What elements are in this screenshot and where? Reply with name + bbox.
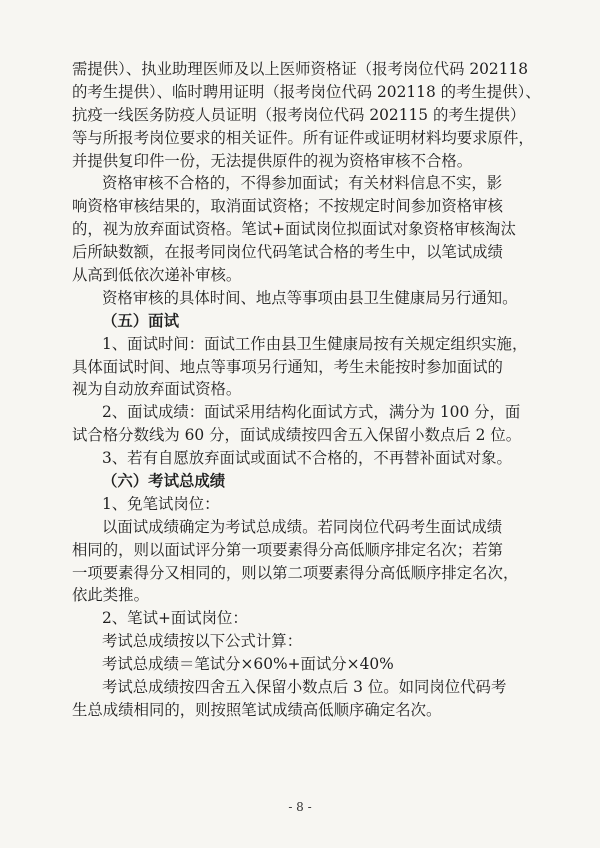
text-line: 等与所报考岗位要求的相关证件。所有证件或证明材料均要求原件， [72,128,534,147]
text-line: 视为自动放弃面试资格。 [72,380,242,399]
text-line: 的，视为放弃面试资格。笔试+面试岗位拟面试对象资格审核淘汰 [72,220,516,239]
text-line: 响资格审核结果的，取消面试资格；不按规定时间参加资格审核 [72,197,503,216]
text-line: 并提供复印件一份，无法提供原件的视为资格审核不合格。 [72,151,473,170]
text-line: 抗疫一线医务防疫人员证明（报考岗位代码 202115 的考生提供） [72,105,526,124]
text-line: 后所缺数额，在报考同岗位代码笔试合格的考生中，以笔试成绩 [72,243,503,262]
text-line: 2、笔试+面试岗位： [102,609,248,628]
text-line: 资格审核不合格的，不得参加面试；有关材料信息不实，影 [102,174,503,193]
text-line: 2、面试成绩：面试采用结构化面试方式，满分为 100 分，面 [102,403,521,422]
document-body [72,58,541,722]
text-line: 考试总成绩按以下公式计算： [102,632,303,651]
section-heading: （五）面试 [102,311,179,330]
text-line: 3、若有自愿放弃面试或面试不合格的，不再替补面试对象。 [102,449,512,468]
text-line: 1、面试时间：面试工作由县卫生健康局按有关规定组织实施， [102,334,528,353]
text-line: 从高到低依次递补审核。 [72,266,242,285]
text-line: 考试总成绩＝笔试分×60%+面试分×40% [102,655,394,674]
text-line: 以面试成绩确定为考试总成绩。若同岗位代码考生面试成绩 [102,517,503,536]
text-line: 1、免笔试岗位： [102,494,220,513]
text-line: 依此类推。 [72,586,149,605]
text-line: 考试总成绩按四舍五入保留小数点后 3 位。如同岗位代码考 [102,678,507,697]
text-line: 相同的，则以面试评分第一项要素得分高低顺序排定名次；若第 [72,540,503,559]
text-line: 一项要素得分又相同的，则以第二项要素得分高低顺序排定名次， [72,563,519,582]
text-line: 试合格分数线为 60 分，面试成绩按四舍五入保留小数点后 2 位。 [72,426,522,445]
text-line: 生总成绩相同的，则按照笔试成绩高低顺序确定名次。 [72,700,442,719]
text-line: 需提供）、执业助理医师及以上医师资格证（报考岗位代码 202118 [72,60,529,78]
text-line: 的考生提供）、临时聘用证明（报考岗位代码 202118 的考生提供）、 [72,82,541,101]
page-number: - 8 - [288,800,312,814]
section-heading: （六）考试总成绩 [102,472,226,491]
text-line: 资格审核的具体时间、地点等事项由县卫生健康局另行通知。 [102,288,518,307]
text-line: 具体面试时间、地点等事项另行通知，考生未能按时参加面试的 [72,357,503,376]
